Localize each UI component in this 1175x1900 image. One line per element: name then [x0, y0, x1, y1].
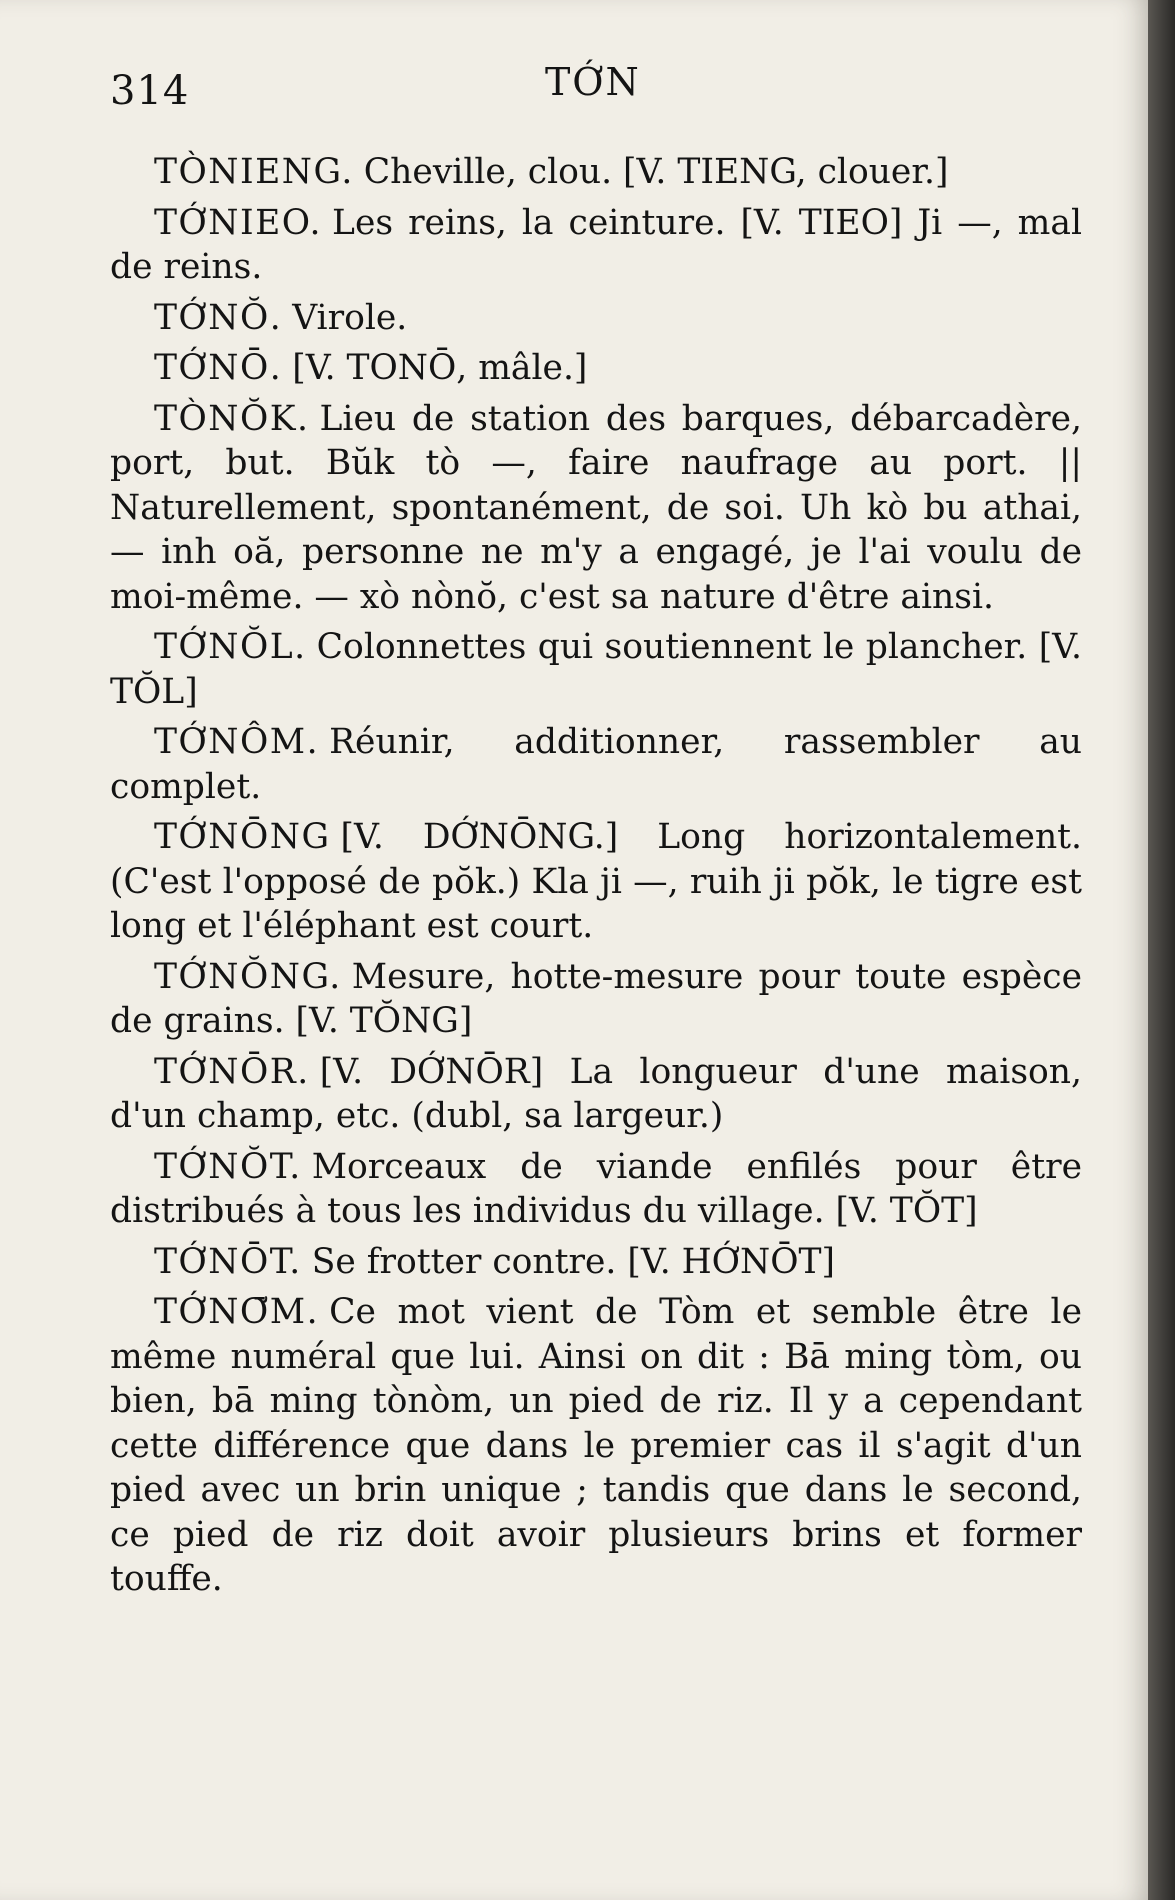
entry-definition: Virole.: [292, 297, 408, 338]
dictionary-entry: [110, 150, 1082, 195]
entry-definition: [V. TONŌ, mâle.]: [292, 348, 588, 388]
running-head: TỚN: [545, 60, 641, 104]
entry-headword: TỚNÔM.: [154, 722, 320, 762]
entry-headword: TỚNŌNG: [154, 817, 331, 857]
dictionary-entry: [110, 397, 1082, 620]
entry-headword: TỚNŎL.: [154, 627, 307, 667]
entry-definition: Mesure, hotte-mesure pour toute espèce de grains. [V. TŎNG]: [110, 956, 1082, 1041]
dictionary-entry: [110, 1240, 1082, 1285]
dictionary-entry: [110, 1145, 1082, 1234]
entry-headword: TỚNŎT.: [154, 1146, 302, 1187]
dictionary-entry: [110, 815, 1082, 949]
entry-definition: Les reins, la ceinture. [V. TIEO] Ji —, mal de reins.: [110, 202, 1082, 287]
entry-definition: Cheville, clou. [V. TIENG, clouer.]: [363, 152, 949, 192]
entry-headword: TỚNŎNG.: [154, 956, 342, 997]
entry-headword: TỚNŌT.: [154, 1241, 302, 1282]
dictionary-entry: [110, 1290, 1082, 1602]
entry-headword: TỚNŎ.: [154, 297, 283, 338]
entry-definition: Ce mot vient de Tòm et semble être le même numéral que lui. Ainsi on dit : Bā ming tòm, ou bien, bā ming tònòm, un pied de riz. Il y a cependant cette différence que dans le premier cas il s'agit d'un pied avec un brin unique ; tandis que dans le second, ce pied de riz doit avoir plusieurs brins et former touffe.: [110, 1292, 1082, 1599]
dictionary-entry: [110, 720, 1082, 809]
entry-headword: TÒNIENG.: [154, 152, 354, 192]
entry-definition: [V. DỚNŌNG.] Long horizontalement. (C'est l'opposé de pŏk.) Kla ji —, ruih ji pŏk, le tigre est long et l'éléphant est court.: [110, 817, 1082, 946]
page-number: 314: [110, 68, 190, 114]
dictionary-entry: [110, 625, 1082, 714]
page-edge-shadow: [1148, 0, 1175, 1900]
entry-headword: TỚNŌR.: [154, 1051, 310, 1092]
dictionary-entry: [110, 296, 1082, 341]
entry-headword: TỚNŌ.: [154, 348, 283, 388]
dictionary-entry: [110, 201, 1082, 290]
dictionary-entry: [110, 346, 1082, 391]
entry-definition: Colonnettes qui soutiennent le plancher. [V. TŎL]: [110, 627, 1082, 712]
entry-definition: Morceaux de viande enfilés pour être distribués à tous les individus du village. [V. TŎT]: [110, 1146, 1082, 1231]
dictionary-entry: [110, 955, 1082, 1044]
entry-definition: Réunir, additionner, rassembler au complet.: [110, 722, 1082, 807]
dictionary-entry: [110, 1050, 1082, 1139]
entry-definition: Lieu de station des barques, débarcadère, port, but. Bŭk tò —, faire naufrage au port. || Naturellement, spontanément, de soi. Uh kò bu athai, — inh oă, personne ne m'y a engagé, je l'ai voulu de moi-même. — xò nònŏ, c'est sa nature d'être ainsi.: [110, 398, 1082, 617]
entry-definition: [V. DỚNŌR] La longueur d'une maison, d'un champ, etc. (dubl, sa largeur.): [110, 1051, 1082, 1136]
dictionary-entries: [110, 150, 1082, 1608]
entry-headword: TỚNIEO.: [154, 202, 323, 243]
entry-headword: TÒNŎK.: [154, 398, 310, 439]
entry-definition: Se frotter contre. [V. HỚNŌT]: [311, 1241, 835, 1282]
entry-headword: TỚNƠ̄M.: [154, 1292, 320, 1332]
